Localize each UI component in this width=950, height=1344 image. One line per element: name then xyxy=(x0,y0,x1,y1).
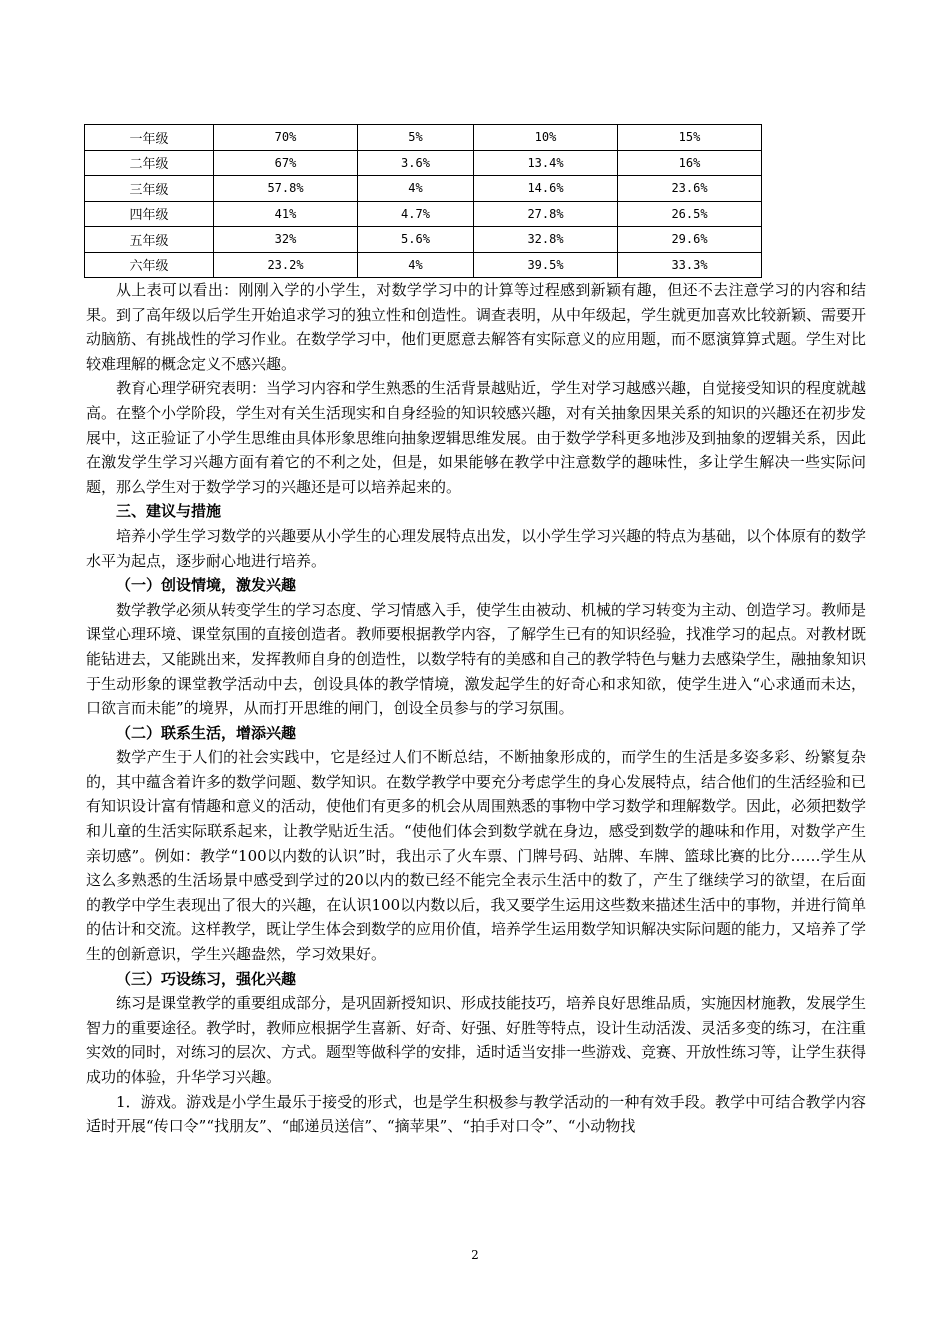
paragraph: 教育心理学研究表明：当学习内容和学生熟悉的生活背景越贴近，学生对学习越感兴趣，自觉接受知识的程度就越高。在整个小学阶段，学生对有关生活现实和自身经验的知识较感兴趣，对有关抽象因果关系的知识的兴趣还在初步发展中，这正验证了小学生思维由具体形象思维向抽象逻辑思维发展。由于数学学科更多地涉及到抽象的逻辑关系，因此在激发学生学习兴趣方面有着它的不利之处，但是，如果能够在教学中注意数学的趣味性，多让学生解决一些实际问题，那么学生对于数学学习的兴趣还是可以培养起来的。 xyxy=(86,379,867,496)
page-number: 2 xyxy=(471,1248,479,1262)
document-body xyxy=(86,278,866,1139)
table-cell: 16% xyxy=(618,150,762,176)
table-cell: 13.4% xyxy=(474,150,618,176)
table-cell: 5% xyxy=(358,125,474,151)
table-cell: 23.6% xyxy=(618,176,762,202)
table-row xyxy=(85,125,762,151)
table-row xyxy=(85,227,762,253)
table-cell: 32% xyxy=(214,227,358,253)
paragraph: 数学产生于人们的社会实践中，它是经过人们不断总结，不断抽象形成的，而学生的生活是多姿多彩、纷繁复杂的，其中蕴含着许多的数学问题、数学知识。在数学教学中要充分考虑学生的身心发展特点，结合他们的生活经验和已有知识设计富有情趣和意义的活动，使他们有更多的机会从周围熟悉的事物中学习数学和理解数学。因此，必须把数学和儿童的生活实际联系起来，让教学贴近生活。“使他们体会到数学就在身边，感受到数学的趣味和作用，对数学产生亲切感”。例如：教学“100以内数的认识”时，我出示了火车票、门牌号码、站牌、车牌、篮球比赛的比分……学生从这么多熟悉的生活场景中感受到学过的20以内的数已经不能完全表示生活中的数了，产生了继续学习的欲望，在后面的教学中学生表现出了很大的兴趣，在认识100以内数以后，我又要学生运用这些数来描述生活中的事物，并进行简单的估计和交流。这样教学，既让学生体会到数学的应用价值，培养学生运用数学知识解决实际问题的能力，又培养了学生的创新意识，学生兴趣盎然，学习效果好。 xyxy=(86,748,867,964)
table-cell: 15% xyxy=(618,125,762,151)
paragraph: 从上表可以看出：刚刚入学的小学生，对数学学习中的计算等过程感到新颖有趣，但还不去注意学习的内容和结果。到了高年级以后学生开始追求学习的独立性和创造性。调查表明，从中年级起，学生就更加喜欢比较新颖、需要开动脑筋、有挑战性的学习作业。在数学学习中，他们更愿意去解答有实际意义的应用题，而不愿演算算式题。学生对比较难理解的概念定义不感兴趣。 xyxy=(86,281,867,373)
table-cell: 26.5% xyxy=(618,201,762,227)
table-cell: 4% xyxy=(358,176,474,202)
section-heading: （二）联系生活，增添兴趣 xyxy=(116,723,297,742)
table-row-header: 二年级 xyxy=(85,150,214,176)
table-cell: 3.6% xyxy=(358,150,474,176)
table-cell: 41% xyxy=(214,201,358,227)
table-row xyxy=(85,201,762,227)
section-heading: （三）巧设练习，强化兴趣 xyxy=(116,969,297,988)
table-row-header: 五年级 xyxy=(85,227,214,253)
table-row-header: 六年级 xyxy=(85,252,214,278)
table-cell: 4% xyxy=(358,252,474,278)
table-cell: 29.6% xyxy=(618,227,762,253)
table-cell: 27.8% xyxy=(474,201,618,227)
table-row xyxy=(85,176,762,202)
table-cell: 5.6% xyxy=(358,227,474,253)
paragraph: 1．游戏。游戏是小学生最乐于接受的形式，也是学生积极参与教学活动的一种有效手段。教学中可结合教学内容适时开展“传口令”“找朋友”、“邮递员送信”、“摘苹果”、“拍手对口令”、“小动物找 xyxy=(86,1092,866,1136)
table-cell: 57.8% xyxy=(214,176,358,202)
paragraph: 练习是课堂教学的重要组成部分，是巩固新授知识、形成技能技巧，培养良好思维品质，实施因材施教，发展学生智力的重要途径。教学时，教师应根据学生喜新、好奇、好强、好胜等特点，设计生动活泼、灵活多变的练习，在注重实效的同时，对练习的层次、方式。题型等做科学的安排，适时适当安排一些游戏、竞赛、开放性练习等，让学生获得成功的体验，升华学习兴趣。 xyxy=(86,994,867,1086)
table-row xyxy=(85,252,762,278)
table-cell: 4.7% xyxy=(358,201,474,227)
table-cell: 23.2% xyxy=(214,252,358,278)
table-row xyxy=(85,150,762,176)
table-cell: 32.8% xyxy=(474,227,618,253)
table-cell: 67% xyxy=(214,150,358,176)
section-heading: 三、建议与措施 xyxy=(116,502,222,521)
table-cell: 14.6% xyxy=(474,176,618,202)
table-row-header: 四年级 xyxy=(85,201,214,227)
table-row-header: 一年级 xyxy=(85,125,214,151)
table-row-header: 三年级 xyxy=(85,176,214,202)
table-cell: 39.5% xyxy=(474,252,618,278)
table-cell: 10% xyxy=(474,125,618,151)
section-heading: （一）创设情境，激发兴趣 xyxy=(116,576,297,595)
paragraph: 数学教学必须从转变学生的学习态度、学习情感入手，使学生由被动、机械的学习转变为主动、创造学习。教师是课堂心理环境、课堂氛围的直接创造者。教师要根据教学内容，了解学生已有的知识经验，找准学习的起点。对教材既能钻进去，又能跳出来，发挥教师自身的创造性，以数学特有的美感和自己的教学特色与魅力去感染学生，融抽象知识于生动形象的课堂教学活动中去，创设具体的教学情境，激发起学生的好奇心和求知欲，使学生进入“心求通而未达，口欲言而未能”的境界，从而打开思维的闸门，创设全员参与的学习氛围。 xyxy=(86,600,867,718)
grade-statistics-table xyxy=(84,124,762,278)
paragraph: 培养小学生学习数学的兴趣要从小学生的心理发展特点出发，以小学生学习兴趣的特点为基础，以个体原有的数学水平为起点，逐步耐心地进行培养。 xyxy=(86,526,867,570)
table-cell: 70% xyxy=(214,125,358,151)
table-cell: 33.3% xyxy=(618,252,762,278)
